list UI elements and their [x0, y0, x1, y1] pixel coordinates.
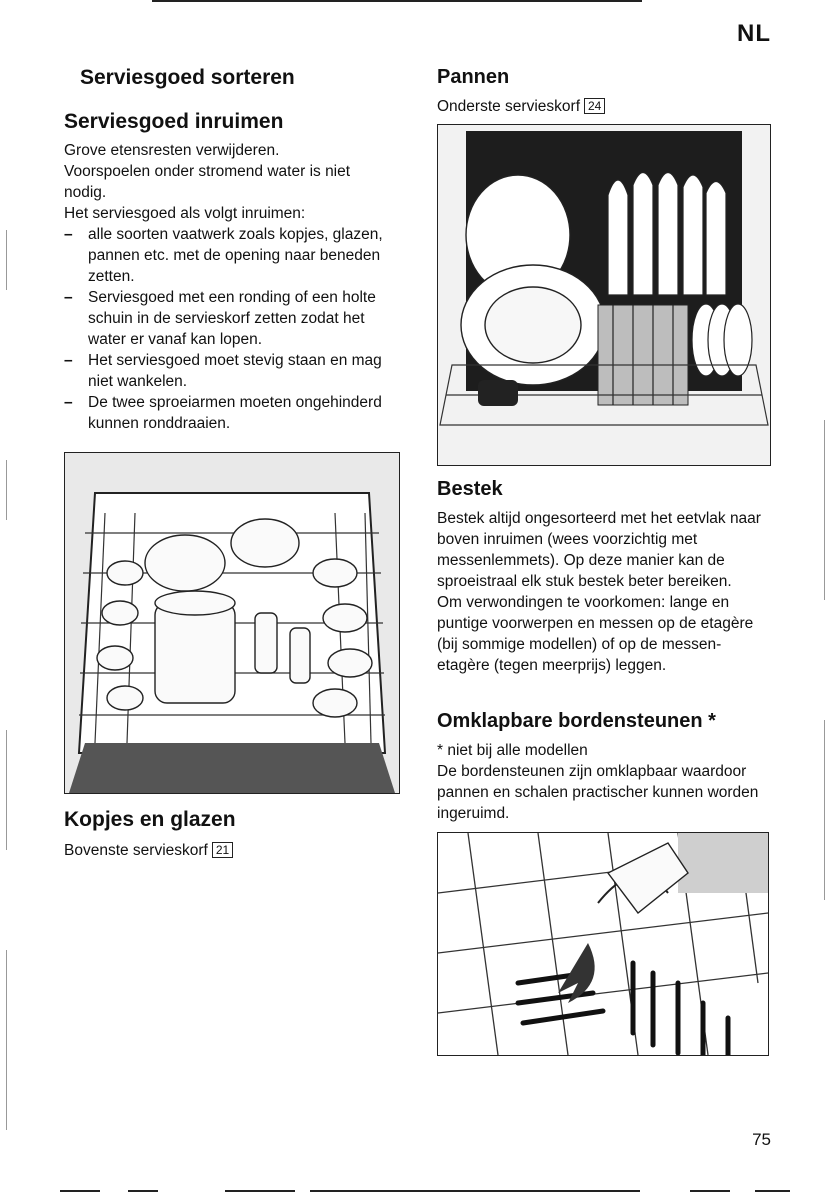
pans-ref-box: 24 — [584, 98, 605, 114]
margin-mark — [824, 420, 825, 600]
cups-heading: Kopjes en glazen — [64, 808, 236, 831]
top-rule — [152, 0, 642, 2]
cups-ref-box: 21 — [212, 842, 233, 858]
pans-caption: Onderste servieskorf — [437, 98, 580, 115]
list-item: – alle soorten vaatwerk zoals kopjes, glazen, pannen etc. met de opening naar beneden zetten. — [64, 224, 394, 287]
intro-line-1: Grove etensresten verwijderen. — [64, 142, 280, 159]
margin-mark — [6, 730, 7, 850]
margin-mark — [824, 720, 825, 900]
margin-mark — [6, 460, 7, 520]
loading-instructions-list — [64, 224, 394, 434]
bottom-rule — [128, 1190, 158, 1192]
margin-mark — [6, 230, 7, 290]
bottom-rule — [310, 1190, 640, 1192]
racks-heading: Omklapbare bordensteunen * — [437, 710, 716, 732]
margin-mark — [6, 950, 7, 1130]
heading-sub: Serviesgoed inruimen — [64, 110, 284, 133]
page-number: 75 — [752, 1130, 771, 1149]
bottom-rule — [755, 1190, 790, 1192]
upper-basket-illustration — [64, 452, 400, 794]
cutlery-paragraph-1: Bestek altijd ongesorteerd met het eetvlak naar boven inruimen (wees voorzichtig met messenlemmets). Op deze manier kan de sproeistraal elk stuk bestek beter bereiken. — [437, 510, 761, 590]
language-tag: NL — [737, 20, 771, 47]
intro-line-3: Het serviesgoed als volgt inruimen: — [64, 205, 306, 222]
cutlery-text — [437, 508, 773, 676]
cutlery-paragraph-2: Om verwondingen te voorkomen: lange en puntige voorwerpen en messen op de etagère (bij sommige modellen) of op de messen-etagère (tegen meerprijs) leggen. — [437, 594, 754, 674]
list-item: – Serviesgoed met een ronding of een holte schuin in de servieskorf zetten zodat het water er vanaf kan lopen. — [64, 287, 394, 350]
intro-line-2: Voorspoelen onder stromend water is niet nodig. — [64, 163, 351, 201]
bottom-rule — [225, 1190, 295, 1192]
racks-paragraph: De bordensteunen zijn omklapbaar waardoor pannen en schalen practischer kunnen worden ingeruimd. — [437, 763, 759, 822]
pans-caption-line — [437, 96, 605, 117]
pans-heading: Pannen — [437, 66, 510, 88]
cutlery-heading: Bestek — [437, 478, 503, 500]
list-item: – De twee sproeiarmen moeten ongehinderd kunnen ronddraaien. — [64, 392, 394, 434]
list-item: – Het serviesgoed moet stevig staan en mag niet wankelen. — [64, 350, 394, 392]
bottom-rule — [60, 1190, 100, 1192]
left-intro — [64, 140, 394, 434]
heading-main: Serviesgoed sorteren — [80, 66, 295, 89]
bottom-rule — [690, 1190, 730, 1192]
folding-plate-rack-illustration — [437, 832, 769, 1056]
lower-basket-illustration — [437, 124, 771, 466]
cups-caption-line — [64, 840, 233, 861]
racks-note: * niet bij alle modellen — [437, 742, 588, 759]
racks-text — [437, 740, 773, 824]
cups-caption: Bovenste servieskorf — [64, 842, 208, 859]
